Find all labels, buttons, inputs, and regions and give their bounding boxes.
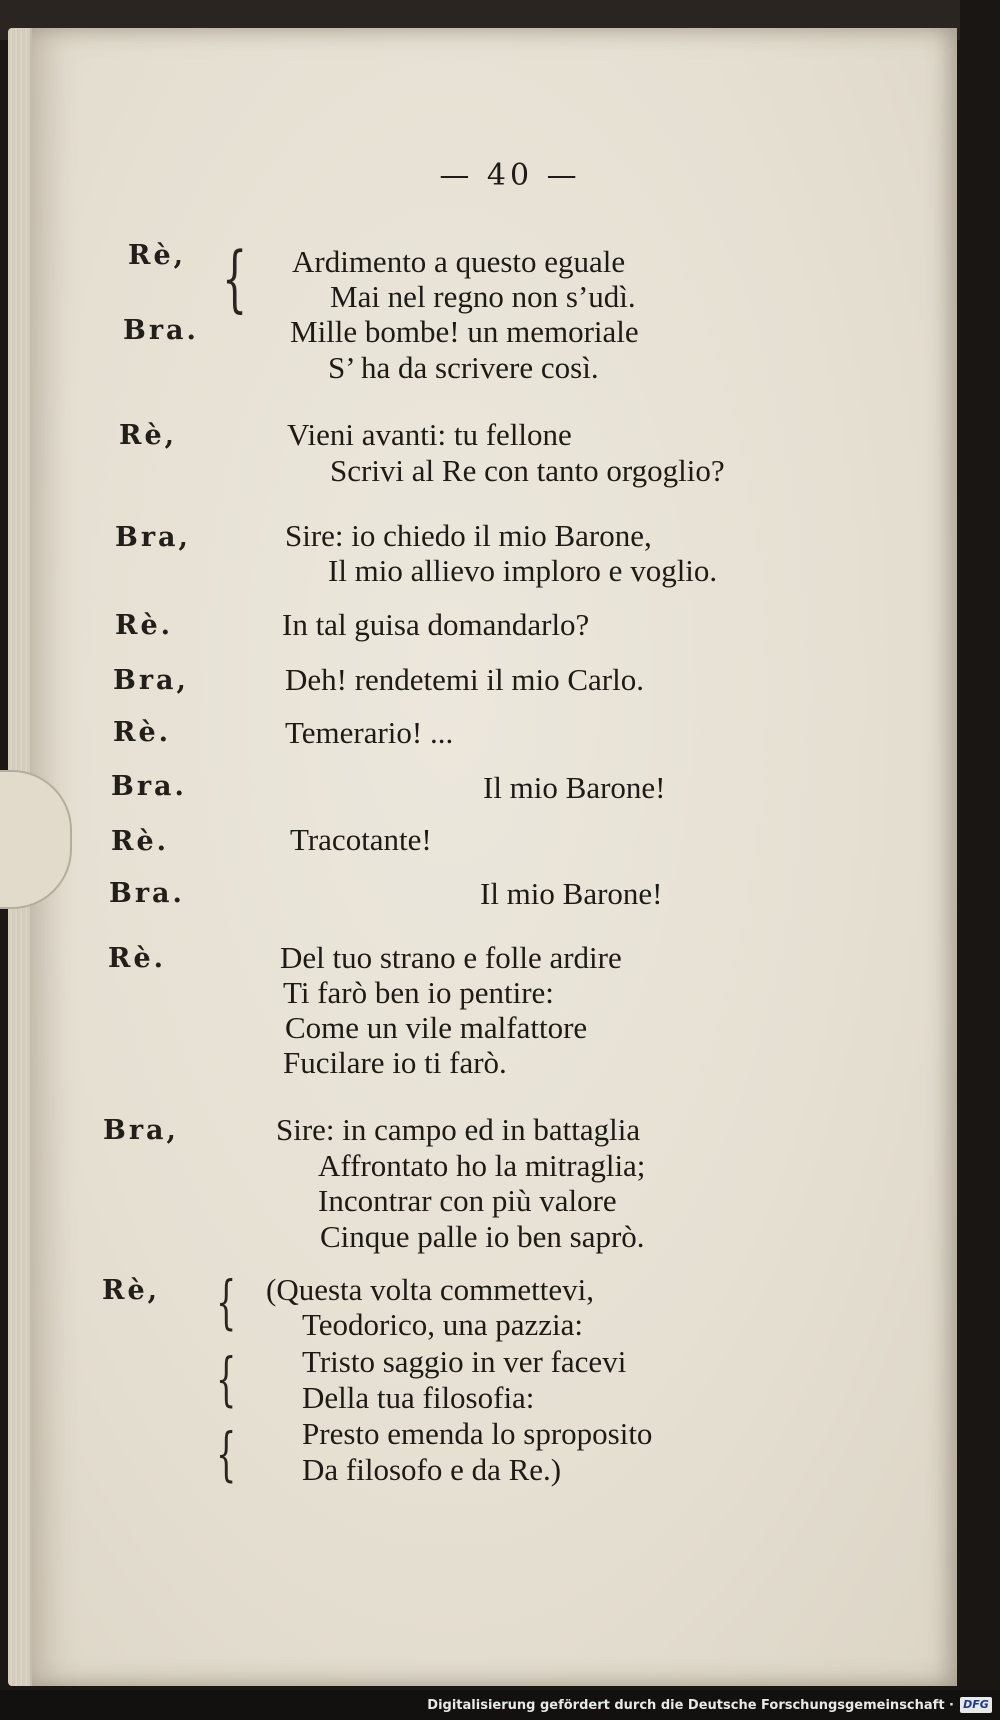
speaker-bra: Bra,	[113, 665, 189, 696]
verse-line: Affrontato ho la mitraglia;	[318, 1148, 646, 1183]
speaker-re: Rè.	[113, 717, 172, 748]
verse-line: Incontrar con più valore	[318, 1183, 617, 1218]
verse-line: Da filosofo e da Re.)	[302, 1452, 562, 1487]
verse-line: Come un vile malfattore	[285, 1010, 588, 1045]
speaker-bra: Bra.	[123, 315, 199, 346]
verse-line: S’ ha da scrivere così.	[328, 350, 599, 385]
speaker-re: Rè,	[119, 420, 178, 451]
speaker-bra: Bra.	[109, 878, 185, 909]
speaker-re: Rè.	[115, 610, 174, 641]
dfg-logo: DFG	[960, 1697, 992, 1713]
verse-line: Fucilare io ti farò.	[283, 1045, 507, 1080]
verse-line: Mille bombe! un memoriale	[290, 314, 639, 349]
speaker-re: Rè,	[128, 240, 187, 271]
verse-line: Tristo saggio in ver facevi	[302, 1344, 627, 1379]
verse-line: Tracotante!	[290, 822, 432, 857]
verse-line: Scrivi al Re con tanto orgoglio?	[330, 453, 725, 488]
verse-line: Ti farò ben io pentire:	[283, 975, 554, 1010]
verse-line: Vieni avanti: tu fellone	[287, 417, 572, 452]
verse-line: Il mio Barone!	[483, 770, 666, 805]
verse-line: Della tua filosofia:	[302, 1380, 535, 1415]
curly-brace-icon: {	[222, 236, 248, 320]
speaker-re: Rè.	[111, 826, 170, 857]
speaker-bra: Bra.	[111, 771, 187, 802]
scan-background-right	[960, 0, 1000, 1720]
verse-line: Deh! rendetemi il mio Carlo.	[285, 662, 644, 697]
verse-line: Teodorico, una pazzia:	[302, 1307, 583, 1342]
verse-line: Il mio Barone!	[480, 876, 663, 911]
verse-line: Sire: io chiedo il mio Barone,	[285, 518, 652, 553]
curly-brace-icon: {	[216, 1345, 237, 1413]
speaker-bra: Bra,	[103, 1115, 179, 1146]
digitization-credit: Digitalisierung gefördert durch die Deutsche Forschungsgemeinschaft ·	[427, 1698, 954, 1713]
verse-line: In tal guisa domandarlo?	[282, 607, 590, 642]
verse-line: Del tuo strano e folle ardire	[280, 940, 622, 975]
verse-line: Presto emenda lo sproposito	[302, 1416, 653, 1451]
verse-line: Cinque palle io ben saprò.	[320, 1219, 645, 1254]
speaker-bra: Bra,	[115, 522, 191, 553]
page-number: — 40 —	[439, 158, 581, 193]
verse-line: Mai nel regno non s’udì.	[330, 279, 636, 314]
curly-brace-icon: {	[216, 1420, 237, 1488]
curly-brace-icon: {	[216, 1268, 237, 1336]
verse-line: Sire: in campo ed in battaglia	[276, 1112, 641, 1147]
speaker-re: Rè,	[102, 1275, 161, 1306]
verse-line: (Questa volta commettevi,	[266, 1272, 594, 1307]
verse-line: Temerario! ...	[285, 715, 454, 750]
verse-line: Il mio allievo imploro e voglio.	[328, 553, 718, 588]
verse-line: Ardimento a questo eguale	[292, 244, 626, 279]
speaker-re: Rè.	[108, 943, 167, 974]
